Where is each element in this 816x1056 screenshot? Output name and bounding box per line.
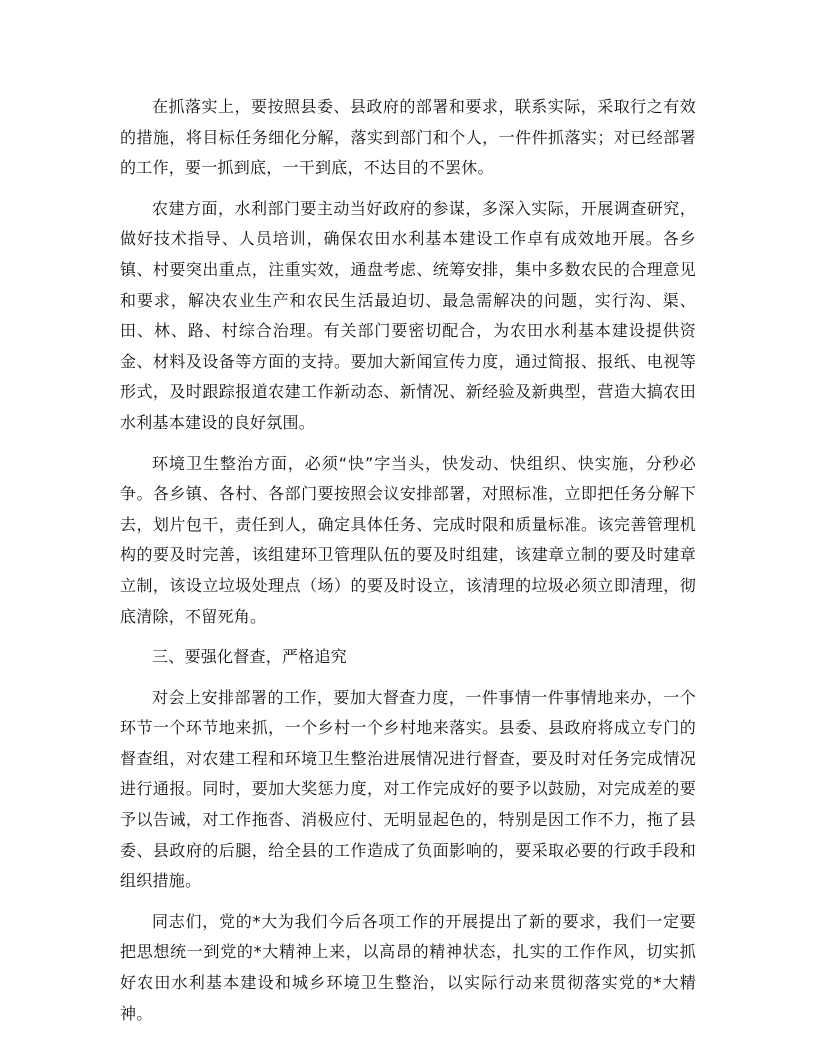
paragraph-implementation: 在抓落实上，要按照县委、县政府的部署和要求，联系实际，采取行之有效的措施，将目标任务细化分解，落实到部门和个人，一件件抓落实；对已经部署的工作，要一抓到底，一干到底，不达目的不罢休。 xyxy=(120,97,696,178)
paragraph-closing: 同志们，党的*大为我们今后各项工作的开展提出了新的要求，我们一定要把思想统一到党的*大精神上来，以高昂的精神状态，扎实的工作作风，切实抓好农田水利基本建设和城乡环境卫生整治，以实际行动来贯彻落实党的*大精神。 xyxy=(120,911,696,1023)
paragraph-supervision: 对会上安排部署的工作，要加大督查力度，一件事情一件事情地来办，一个环节一个环节地来抓，一个乡村一个乡村地来落实。县委、县政府将成立专门的督查组，对农建工程和环境卫生整治进展情况进行督查，要及时对任务完成情况进行通报。同时，要加大奖惩力度，对工作完成好的要予以鼓励，对完成差的要予以告诫，对工作拖沓、消极应付、无明显起色的，特别是因工作不力，拖了县委、县政府的后腿，给全县的工作造成了负面影响的，要采取必要的行政手段和组织措施。 xyxy=(120,687,696,891)
section-heading-supervision: 三、要强化督查，严格追究 xyxy=(152,647,348,667)
paragraph-farmland-construction: 农建方面，水利部门要主动当好政府的参谋，多深入实际，开展调查研究，做好技术指导、人员培训，确保农田水利基本建设工作卓有成效地开展。各乡镇、村要突出重点，注重实效，通盘考虑、统筹安排，集中多数农民的合理意见和要求，解决农业生产和农民生活最迫切、最急需解决的问题，实行沟、渠、田、林、路、村综合治理。有关部门要密切配合，为农田水利基本建设提供资金、材料及设备等方面的支持。要加大新闻宣传力度，通过简报、报纸、电视等形式，及时跟踪报道农建工作新动态、新情况、新经验及新典型，营造大搞农田水利基本建设的良好氛围。 xyxy=(120,198,696,432)
document-body xyxy=(120,92,696,1039)
paragraph-environmental-sanitation: 环境卫生整治方面，必须“快”字当头，快发动、快组织、快实施，分秒必争。各乡镇、各村、各部门要按照会议安排部署，对照标准，立即把任务分解下去，划片包干，责任到人，确定具体任务、完成时限和质量标准。该完善管理机构的要及时完善，该组建环卫管理队伍的要及时组建，该建章立制的要及时建章立制，该设立垃圾处理点（场）的要及时设立，该清理的垃圾必须立即清理，彻底清除，不留死角。 xyxy=(120,453,696,626)
